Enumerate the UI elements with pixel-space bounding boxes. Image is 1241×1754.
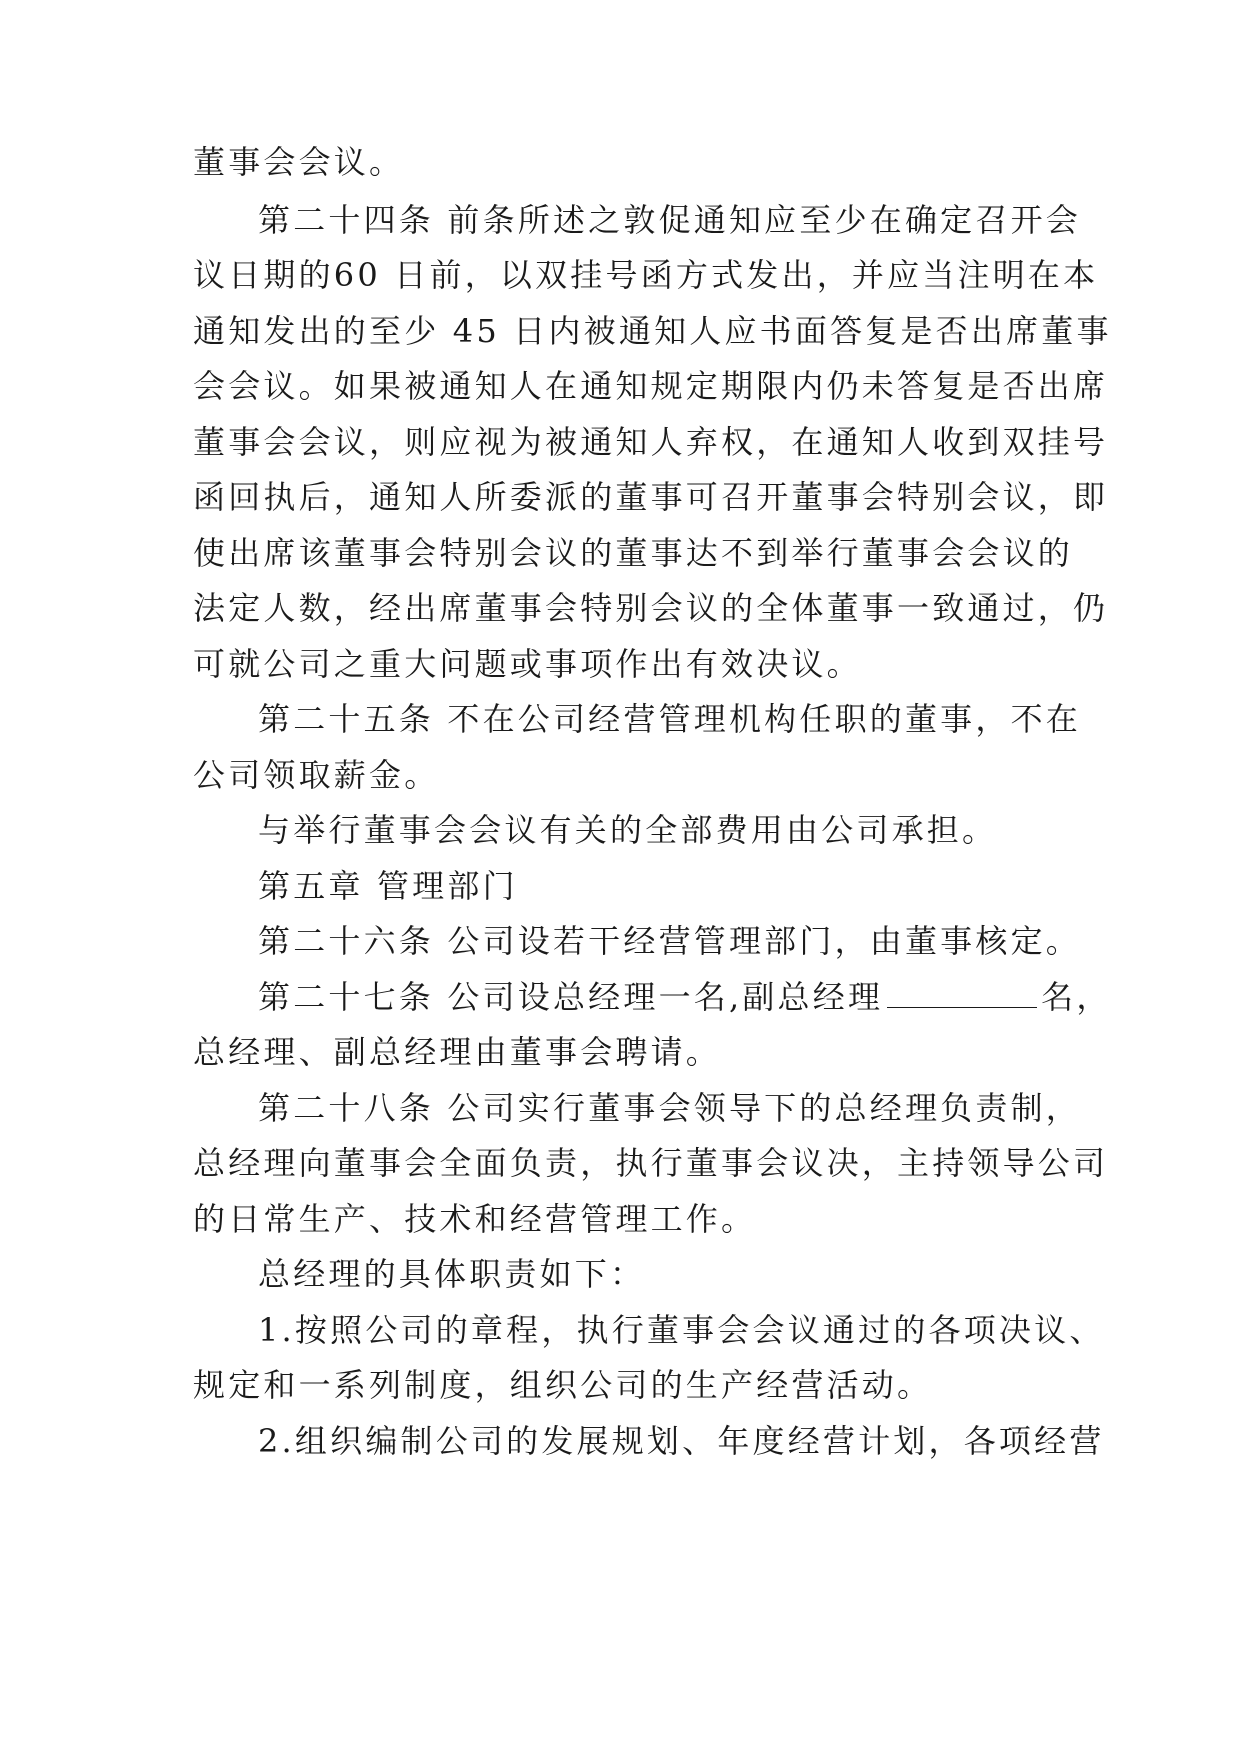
text-line: 总经理的具体职责如下：	[258, 1255, 646, 1293]
text-line: 使出席该董事会特别会议的董事达不到举行董事会会议的	[193, 534, 1074, 572]
fill-in-blank	[887, 977, 1037, 1008]
list-item: 2.组织编制公司的发展规划、年度经营计划，各项经营	[258, 1422, 1105, 1460]
text-line: 与举行董事会会议有关的全部费用由公司承担。	[258, 811, 998, 849]
text-before-blank: 第二十七条 公司设总经理一名,副总经理	[258, 978, 884, 1016]
text-after-blank: 名，	[1041, 978, 1112, 1016]
text-line: 的日常生产、技术和经营管理工作。	[193, 1200, 757, 1238]
text-line: 总经理向董事会全面负责，执行董事会议决，主持领导公司	[193, 1144, 1109, 1182]
text-line: 议日期的60 日前，以双挂号函方式发出，并应当注明在本	[193, 256, 1099, 294]
text-line: 董事会会议，则应视为被通知人弃权，在通知人收到双挂号	[193, 423, 1109, 461]
text-line: 法定人数，经出席董事会特别会议的全体董事一致通过，仍	[193, 589, 1109, 627]
text-line	[258, 977, 1112, 1017]
text-line: 第二十五条 不在公司经营管理机构任职的董事，不在	[258, 700, 1081, 738]
text-line: 董事会会议。	[193, 143, 405, 181]
text-line: 可就公司之重大问题或事项作出有效决议。	[193, 645, 862, 683]
text-line: 规定和一系列制度，组织公司的生产经营活动。	[193, 1366, 933, 1404]
text-line: 通知发出的至少 45 日内被通知人应书面答复是否出席董事	[193, 312, 1112, 350]
chapter-heading: 第五章 管理部门	[258, 867, 518, 905]
text-line: 公司领取薪金。	[193, 756, 440, 794]
text-line: 函回执后，通知人所委派的董事可召开董事会特别会议，即	[193, 478, 1109, 516]
text-line: 第二十六条 公司设若干经营管理部门，由董事核定。	[258, 922, 1081, 960]
text-line: 第二十八条 公司实行董事会领导下的总经理负责制，	[258, 1089, 1081, 1127]
list-item: 1.按照公司的章程，执行董事会会议通过的各项决议、	[258, 1311, 1105, 1349]
text-line: 会会议。如果被通知人在通知规定期限内仍未答复是否出席	[193, 367, 1109, 405]
text-line: 第二十四条 前条所述之敦促通知应至少在确定召开会	[258, 201, 1081, 239]
text-line: 总经理、副总经理由董事会聘请。	[193, 1033, 722, 1071]
